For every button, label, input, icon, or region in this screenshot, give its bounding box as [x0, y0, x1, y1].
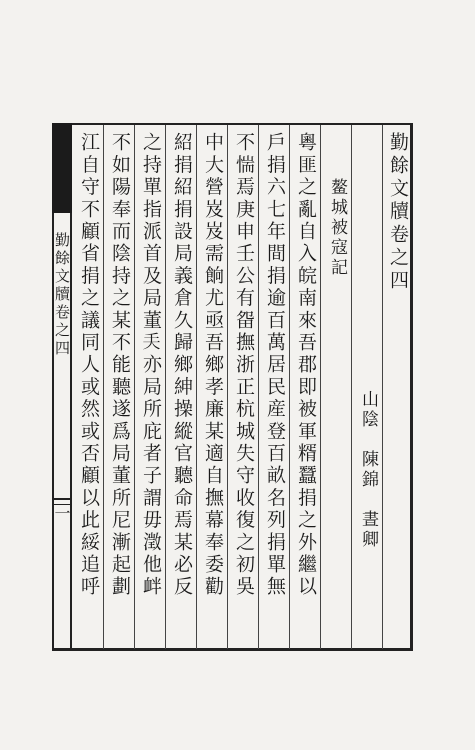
column-rule: [227, 125, 228, 649]
text-column: 粵匪之亂自入皖南來吾郡即被軍糈蠶捐之外繼以: [295, 132, 317, 599]
column-rule: [165, 125, 166, 649]
text-column: 戶捐六七年間捐逾百萬居民産登百畝名列捐單無: [264, 132, 286, 599]
text-column: 之持單指派首及局董𠂕亦局所庇者子謂毋澂他衅: [140, 132, 162, 599]
column-rule: [289, 125, 290, 649]
fold-black-mouth: [52, 123, 72, 213]
fold-mark: [54, 498, 70, 500]
column-rule: [258, 125, 259, 649]
fold-page-number: 一: [52, 505, 71, 525]
author-line: 山陰 陳錦 晝卿: [358, 390, 378, 550]
column-rule: [382, 125, 383, 649]
column-rule: [320, 125, 321, 649]
text-column: 江自守不顧省捐之議同人或然或否顧以此綏追呼: [78, 132, 100, 599]
text-column: 紹捐紹捐設局義倉久歸鄉紳操縱官聽命焉某必反: [171, 132, 193, 599]
fold-title: 勤餘文牘卷之四: [53, 232, 71, 358]
volume-title: 勤餘文牘卷之四: [387, 132, 409, 293]
column-rule: [196, 125, 197, 649]
text-column: 中大營岌岌需餉尤亟吾鄉孝廉某適自撫幕奉委勸: [202, 132, 224, 599]
column-rule: [351, 125, 352, 649]
essay-heading: 鳌城被寇記: [327, 178, 347, 278]
text-column: 不惴焉庚申壬公有㽜撫浙正杭城失守收復之初吳: [233, 132, 255, 599]
text-column: 不如陽奉而陰持之某不能聽遂爲局董所尼漸起劃: [109, 132, 131, 599]
column-rule: [103, 125, 104, 649]
column-rule: [134, 125, 135, 649]
